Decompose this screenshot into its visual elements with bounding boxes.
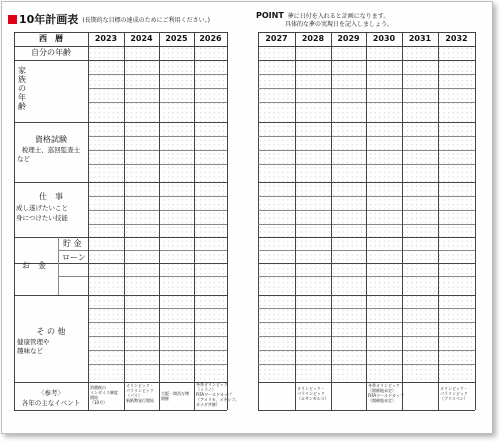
year-header-2024: 2024: [130, 34, 153, 43]
year-header-2025: 2025: [165, 34, 188, 43]
year-header-2030: 2030: [372, 34, 396, 43]
row-label-savings: 貯 金: [63, 239, 82, 248]
event-line: （開催地未定）: [368, 398, 396, 403]
event-line: カナダ共催）: [196, 402, 220, 407]
event-line: （開催地未定）: [368, 388, 396, 393]
row-guide-line: [88, 102, 227, 103]
year-column-divider: [402, 32, 403, 410]
table-left-border: [14, 32, 15, 410]
row-guide-line: [88, 210, 227, 211]
event-line: パラリンピック: [126, 388, 154, 393]
row-guide-line: [88, 308, 227, 309]
event-line: 新紙幣発行開始: [126, 398, 154, 403]
year-column-divider: [366, 32, 367, 410]
money-subrow-divider: [58, 250, 88, 251]
event-line: 開催: [161, 396, 169, 401]
row-guide-line: [88, 88, 227, 89]
row-label-family: 家 族 の 年 齢: [18, 66, 26, 111]
event-line: （パリ）: [126, 393, 142, 398]
seireki-header: 西 暦: [39, 34, 63, 43]
year-column-divider: [295, 32, 296, 410]
event-2030: [368, 383, 404, 403]
event-line: FIFAワールドカップ: [368, 393, 404, 398]
row-label-money: お 金: [22, 261, 46, 270]
row-divider: [14, 60, 227, 61]
year-column-divider: [159, 32, 160, 410]
event-line: 冬季オリンピック: [368, 383, 400, 388]
event-line: （10月）: [90, 400, 108, 405]
row-guide-line: [88, 350, 227, 351]
point-line-2: 具体的な夢の実現日を記入しましょう。: [285, 21, 394, 28]
row-divider: [14, 237, 227, 238]
year-column-divider: [331, 32, 332, 410]
row-divider: [14, 46, 227, 47]
event-2028: [297, 386, 329, 401]
row-divider: [14, 295, 227, 296]
event-line: 冬季オリンピック: [196, 382, 228, 387]
year-column-divider: [194, 32, 195, 410]
event-line: （ロサンゼルス）: [297, 396, 329, 401]
event-line: FIFAワールドカップ: [196, 392, 232, 397]
planner-page: [1, 1, 493, 434]
event-2023: [90, 385, 118, 405]
year-header-2026: 2026: [199, 34, 222, 43]
row-label-other-sub1: 健康管理や: [17, 338, 50, 346]
row-guide-line: [88, 224, 227, 225]
row-guide-line: [88, 336, 227, 337]
point-label: POINT: [256, 11, 284, 20]
event-line: （アメリカ、メキシコ、: [196, 397, 240, 402]
point-note: [256, 12, 393, 29]
year-header-2023: 2023: [94, 34, 118, 43]
year-header-2032: 2032: [445, 34, 468, 43]
event-line: 開始: [90, 395, 98, 400]
page-subtitle: (長期的な目標の達成のためにご利用ください。): [82, 16, 210, 24]
row-label-work: 仕 事: [39, 192, 63, 201]
event-2025: [161, 391, 189, 401]
event-2026: [196, 382, 239, 407]
row-guide-line: [88, 164, 227, 165]
row-guide-line: [88, 150, 227, 151]
event-line: （ブリスベン）: [440, 396, 468, 401]
event-line: 大阪・関西万博: [161, 391, 189, 396]
row-label-qualifications-sub2: など: [17, 155, 30, 163]
table-bottom-border: [14, 410, 227, 411]
table-bottom-border: [258, 410, 475, 411]
row-guide-line: [88, 196, 227, 197]
row-guide-line: [88, 250, 227, 251]
row-label-work-sub2: 身につけたい技能: [16, 214, 68, 222]
row-divider: [14, 182, 227, 183]
year-header-2028: 2028: [301, 34, 325, 43]
event-line: 消費税の: [90, 385, 106, 390]
row-label-work-sub1: 成し遂げたいこと: [16, 204, 68, 212]
row-label-other-sub2: 趣味など: [17, 347, 43, 355]
money-subrow-divider: [58, 276, 88, 277]
table-right-border: [475, 32, 476, 410]
title-marker-square: [8, 15, 17, 24]
event-line: （ミラノ）: [196, 387, 216, 392]
year-header-2029: 2029: [337, 34, 360, 43]
event-line: オリンピック・: [440, 386, 468, 391]
year-header-2027: 2027: [265, 34, 288, 43]
event-line: パラリンピック: [297, 391, 325, 396]
event-line: オリンピック・: [297, 386, 325, 391]
row-guide-line: [88, 74, 227, 75]
year-column-divider: [227, 32, 228, 410]
row-label-events: 各年の主なイベント: [21, 399, 81, 407]
row-label-qualifications: 資格試験: [35, 135, 67, 144]
dot-grid-left: [88, 46, 227, 382]
row-label-other: そ の 他: [36, 327, 66, 336]
year-header-2031: 2031: [408, 34, 432, 43]
row-divider: [14, 122, 227, 123]
row-label-qualifications-sub1: 税理士、巡回監査士: [21, 146, 81, 154]
event-line: インボイス制度: [90, 390, 118, 395]
row-label-loan: ローン: [62, 253, 86, 262]
row-guide-line: [88, 276, 227, 277]
row-label-age: 自分の年齢: [31, 48, 71, 57]
event-line: パラリンピック: [440, 391, 468, 396]
money-subcolumn-divider: [58, 237, 59, 295]
page-header: [8, 12, 210, 26]
event-2032: [440, 386, 468, 401]
page-title: 10年計画表: [19, 13, 79, 26]
row-guide-line: [88, 322, 227, 323]
row-label-reference: 〈参考〉: [38, 389, 64, 397]
year-column-divider: [438, 32, 439, 410]
event-line: オリンピック・: [126, 383, 154, 388]
row-guide-line: [88, 136, 227, 137]
row-guide-line: [88, 364, 227, 365]
event-2024: [126, 383, 154, 403]
label-column-divider: [88, 32, 89, 410]
year-column-divider: [124, 32, 125, 410]
point-line-1: 夢に日付を入れると計画になります。: [287, 13, 390, 20]
